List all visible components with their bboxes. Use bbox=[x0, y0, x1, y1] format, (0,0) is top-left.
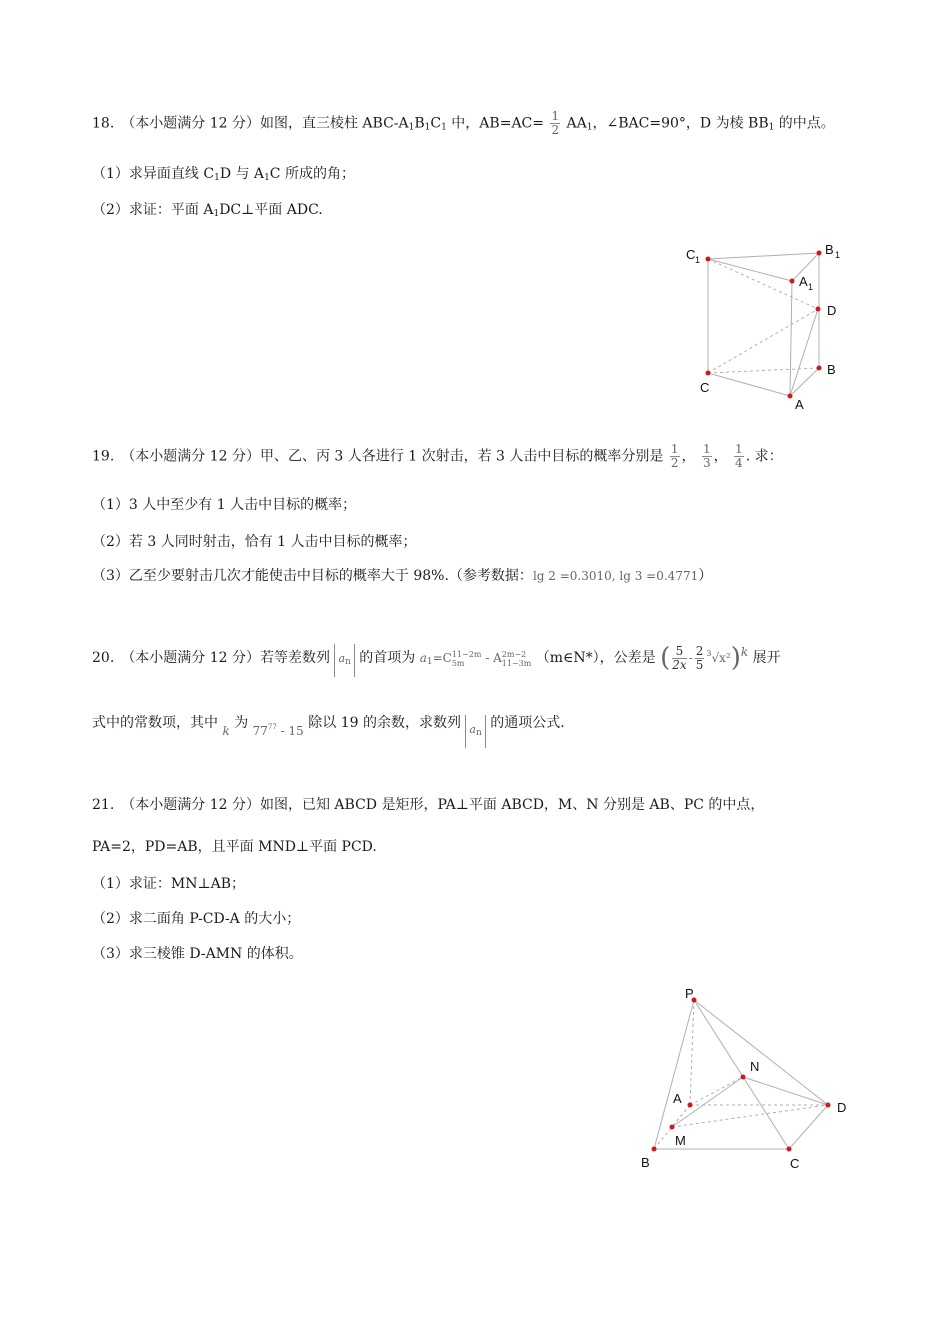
point-b bbox=[817, 366, 822, 371]
label-b1-sub: 1 bbox=[835, 250, 841, 260]
label-m: M bbox=[675, 1133, 686, 1148]
label-b1: B bbox=[825, 242, 834, 257]
point-n bbox=[741, 1075, 746, 1080]
label-d: D bbox=[837, 1100, 847, 1115]
fraction-1-3: $\frac{1}{3}$ bbox=[702, 442, 711, 470]
sequence-an: $a_n$ bbox=[334, 644, 354, 677]
label-p: P bbox=[685, 986, 694, 1001]
point-m bbox=[670, 1125, 675, 1130]
q20-heading: 20. （本小题满分 12 分）若等差数列 $a_n$ 的首项为 $a_1=C$ 11−2m 5m - A 2m−2 11−3m （m∈N*），公差是 ( $\frac{5}{2x}$ - $\frac{2}{5}$ $^3$√x²)k 展开 bbox=[92, 637, 781, 677]
label-d: D bbox=[827, 303, 837, 318]
label-c1-sub: 1 bbox=[695, 255, 701, 265]
fraction-1-2: $\frac{1}{2}$ bbox=[670, 442, 679, 470]
point-a bbox=[688, 1103, 693, 1108]
q21-part2: （2）求二面角 P-CD-A 的大小； bbox=[92, 911, 301, 927]
first-term-formula: $a_1=C$ 11−2m 5m - A 2m−2 11−3m bbox=[419, 649, 532, 668]
q21-part3: （3）求三棱锥 D-AMN 的体积。 bbox=[92, 946, 303, 962]
pyramid-figure bbox=[630, 980, 860, 1180]
point-d bbox=[816, 307, 821, 312]
q19-part1: （1）3 人中至少有 1 人击中目标的概率； bbox=[92, 497, 357, 513]
label-a: A bbox=[795, 397, 804, 412]
q19-part3: （3）乙至少要射击几次才能使击中目标的概率大于 98%.（参考数据：lg 2 =0.3010, lg 3 =0.4771） bbox=[92, 568, 713, 584]
label-c: C bbox=[700, 380, 710, 395]
fraction-half: $\frac{1}{2}$ bbox=[551, 109, 560, 137]
q18-part1: （1）求异面直线 $C_1D$ 与 $A_1C$ 所成的角； bbox=[92, 166, 355, 183]
q21-line2: PA=2，PD=AB，且平面 MND⊥平面 PCD. bbox=[92, 839, 377, 855]
prism-figure bbox=[680, 240, 850, 420]
point-c1 bbox=[706, 257, 711, 262]
q19-heading: 19. （本小题满分 12 分）甲、乙、丙 3 人各进行 1 次射击，若 3 人击中目标的概率分别是 $\frac{1}{2}$ ， $\frac{1}{3}$ ， $\frac{1}{4}$ . 求： bbox=[92, 442, 783, 470]
q20-line2: 式中的常数项，其中 k 为 $77^{77} - 15$ 除以 19 的余数，求数列 $a_n$ 的通项公式. bbox=[92, 708, 565, 748]
q21-heading: 21. （本小题满分 12 分）如图，已知 ABCD 是矩形，PA⊥平面 ABCD，M、N 分别是 AB、PC 的中点， bbox=[92, 797, 765, 813]
point-d bbox=[826, 1103, 831, 1108]
point-a bbox=[788, 394, 793, 399]
label-c: C bbox=[790, 1156, 800, 1171]
q21-part1: （1）求证：MN⊥AB； bbox=[92, 876, 246, 892]
label-a1: A bbox=[799, 274, 808, 289]
q18-part2: （2）求证：平面 $A_1DC\perp$平面 ADC. bbox=[92, 202, 323, 219]
fraction-1-4: $\frac{1}{4}$ bbox=[735, 442, 743, 470]
label-c1: C bbox=[686, 247, 696, 262]
point-a1 bbox=[790, 279, 795, 284]
point-c bbox=[706, 371, 711, 376]
label-a1-sub: 1 bbox=[808, 282, 814, 292]
q19-part2: （2）若 3 人同时射击，恰有 1 人击中目标的概率； bbox=[92, 534, 417, 550]
label-n: N bbox=[750, 1059, 760, 1074]
point-b1 bbox=[817, 251, 822, 256]
q18-heading: 18. （本小题满分 12 分）如图，直三棱柱 ABC-$A_1B_1C_1$ 中，AB=AC= $\frac{1}{2}$ $AA_1$，∠BAC=90°，D 为棱 $BB_1$ 的中点。 bbox=[92, 109, 835, 137]
label-a: A bbox=[673, 1091, 682, 1106]
point-c bbox=[787, 1147, 792, 1152]
label-b: B bbox=[827, 362, 836, 377]
point-b bbox=[652, 1147, 657, 1152]
label-b: B bbox=[641, 1155, 650, 1170]
